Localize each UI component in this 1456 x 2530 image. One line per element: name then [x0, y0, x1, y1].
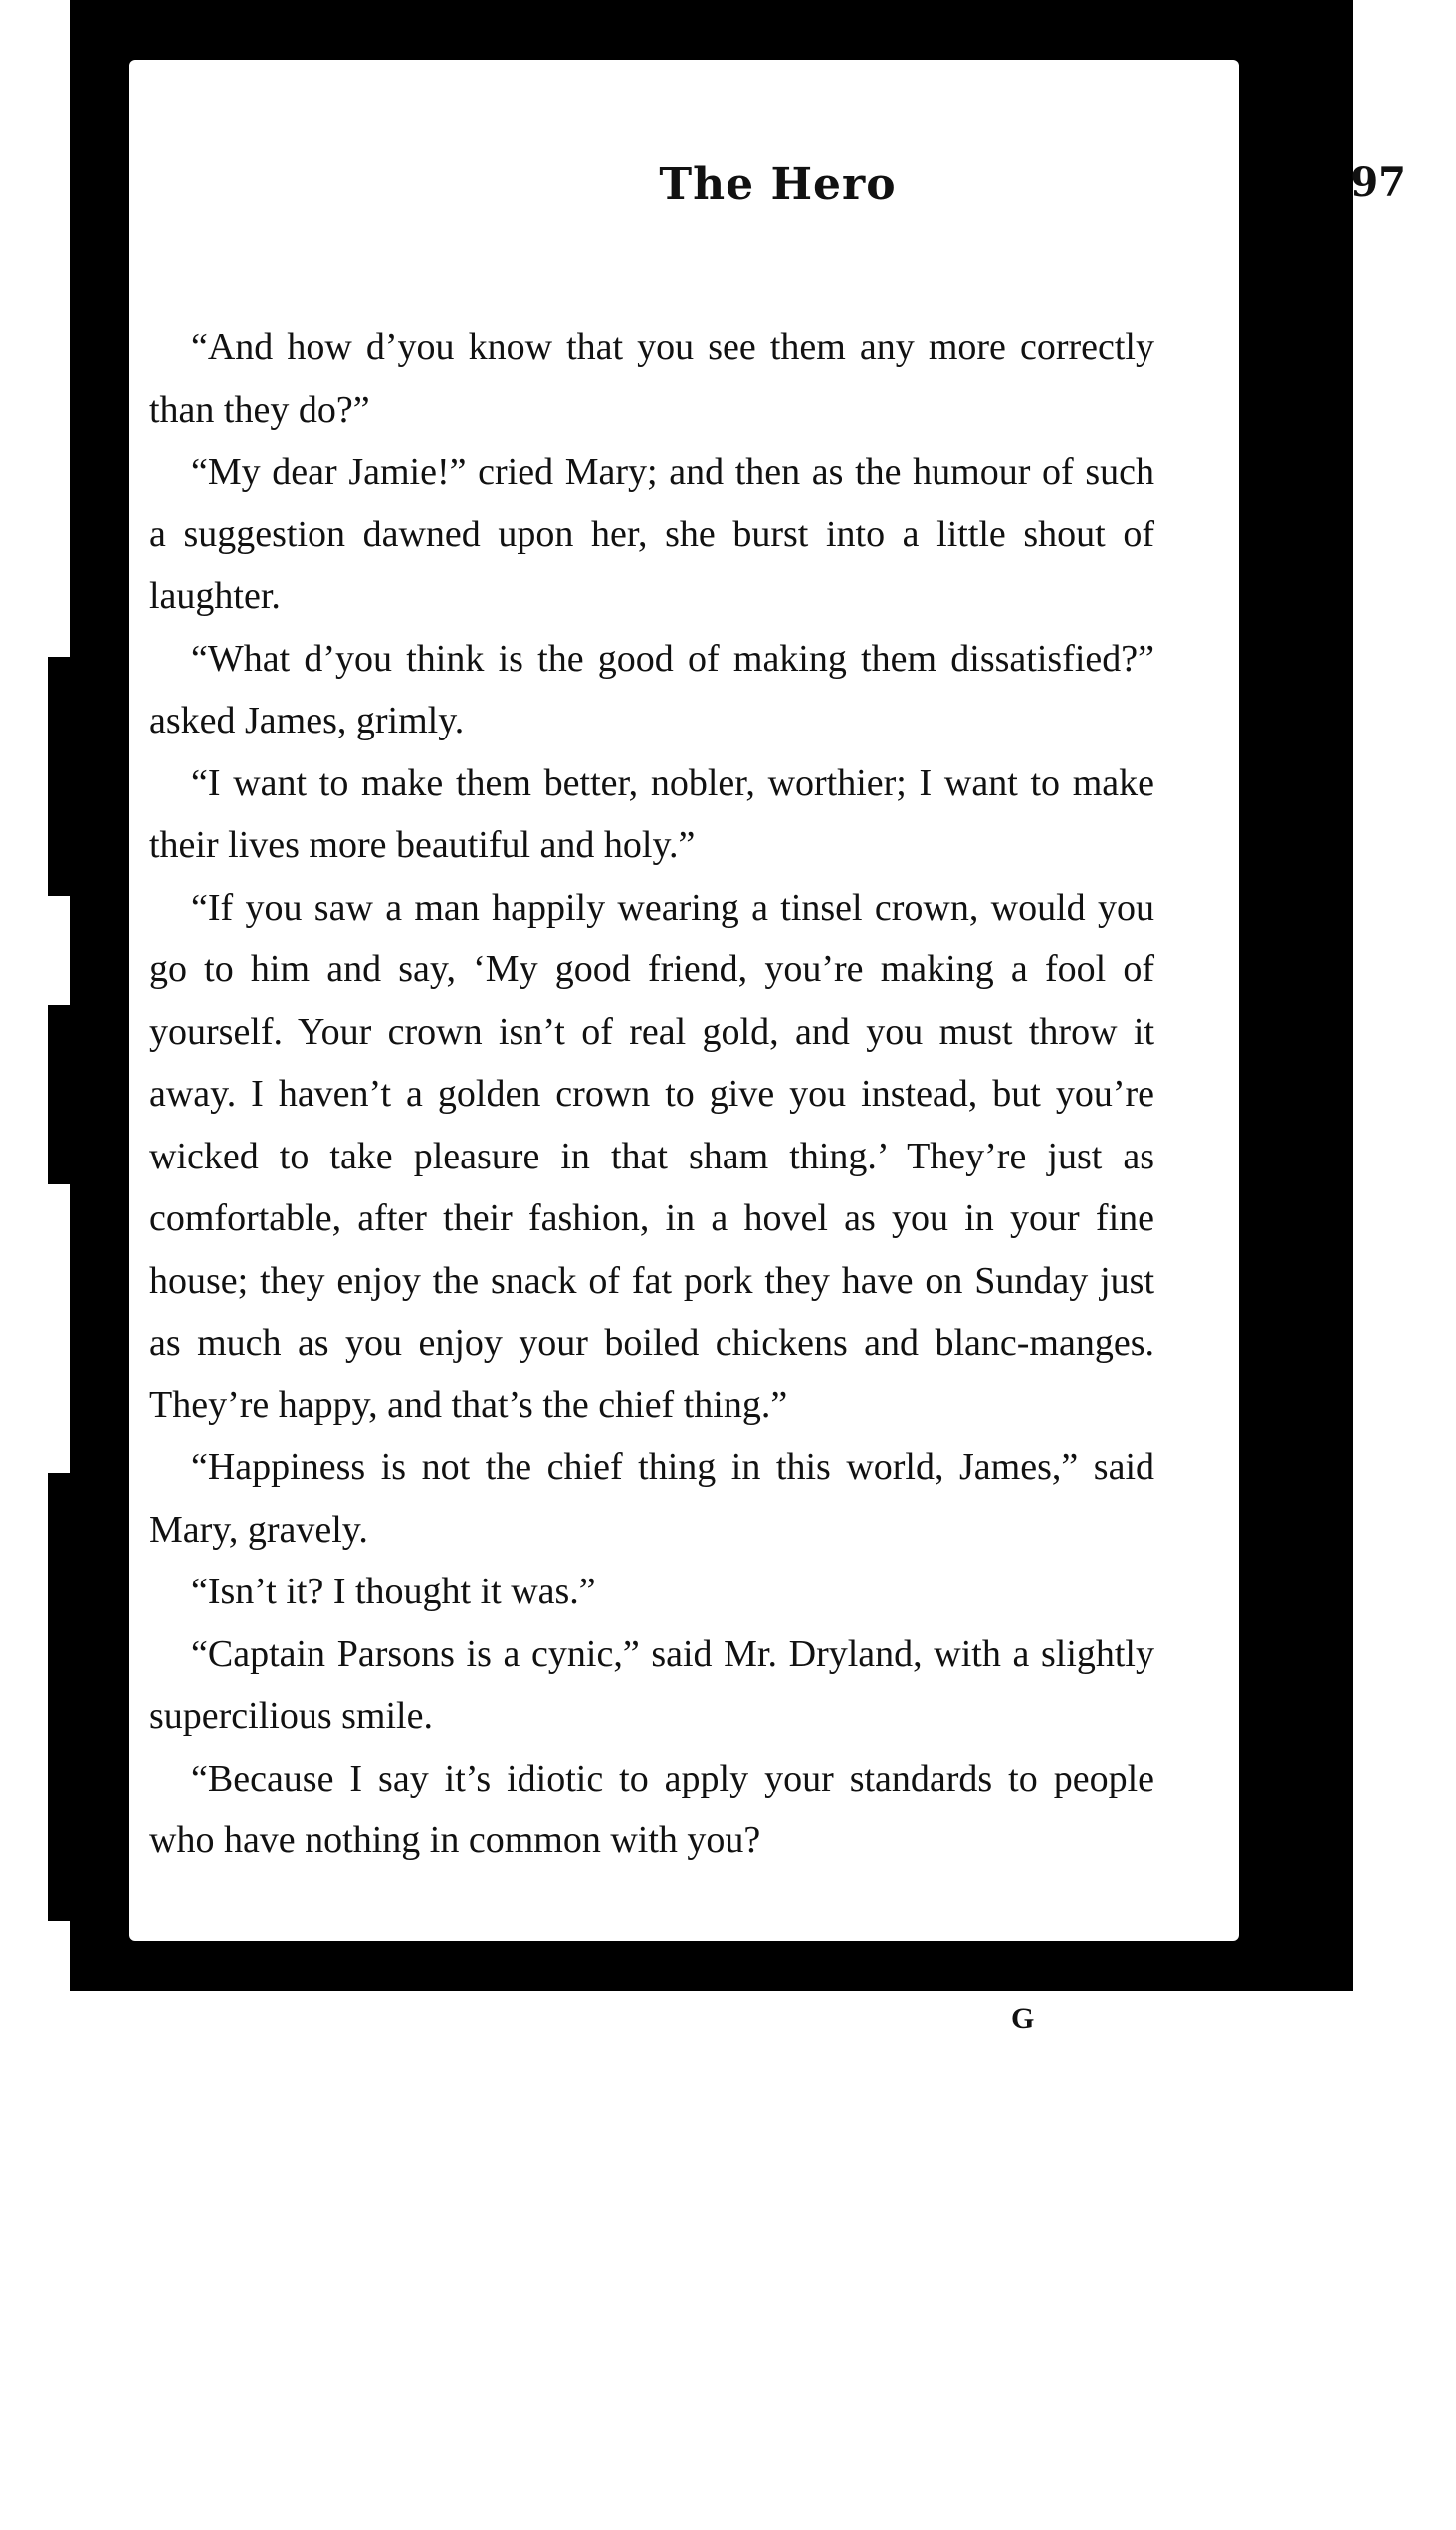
left-margin-mark	[48, 1005, 70, 1184]
paragraph: “I want to make them better, nobler, worthier; I want to make their lives more beautiful and holy.”	[149, 761, 1154, 866]
body-text	[149, 316, 1154, 1872]
paragraph: “What d’you think is the good of making them dissatisfied?” asked James, grimly.	[149, 637, 1154, 741]
paragraph: “Because I say it’s idiotic to apply your standards to people who have nothing in common with you?	[149, 1757, 1154, 1861]
catchword: G	[1011, 2003, 1035, 2035]
left-margin-mark	[48, 657, 70, 896]
paragraph: “Happiness is not the chief thing in this world, James,” said Mary, gravely.	[149, 1446, 1154, 1551]
paragraph: “My dear Jamie!” cried Mary; and then as the humour of such a suggestion dawned upon her, she burst into a little shout of laughter.	[149, 451, 1154, 617]
paragraph: “Isn’t it? I thought it was.”	[191, 1571, 596, 1612]
left-margin-mark	[48, 1473, 70, 1921]
paragraph: “If you saw a man happily wearing a tinsel crown, would you go to him and say, ‘My good friend, you’re making a fool of yourself. Your crown isn’t of real gold, and you must throw it away. I haven’t a golden crown to give you instead, but you’re wicked to take pleasure in that sham thing.’ They’re just as comfortable, after their fashion, in a hovel as you in your fine house; they enjoy the snack of fat pork they have on Sunday just as much as you enjoy your boiled chickens and blanc-manges. They’re happy, and that’s the chief thing.”	[149, 886, 1154, 1426]
page-header	[149, 159, 1406, 229]
running-title: The Hero	[659, 159, 897, 210]
page-number: 97	[1351, 159, 1406, 206]
paragraph: “Captain Parsons is a cynic,” said Mr. Dryland, with a slightly supercilious smile.	[149, 1632, 1154, 1737]
paragraph: “And how d’you know that you see them any more correctly than they do?”	[149, 326, 1154, 431]
